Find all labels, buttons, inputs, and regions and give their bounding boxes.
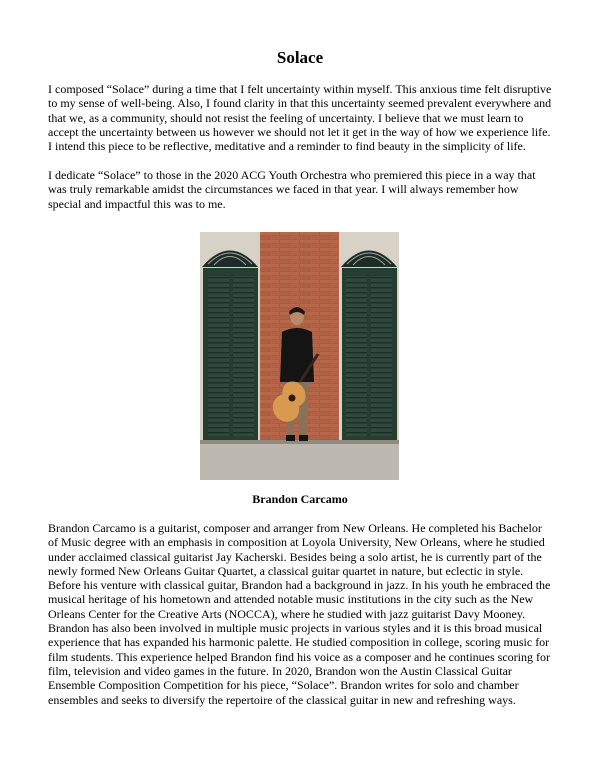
page-title: Solace <box>276 48 324 67</box>
bio-paragraph: Brandon Carcamo is a guitarist, composer and arranger from New Orleans. He completed his Bachelor of Music degree with an emphasis in composition at Loyola University, New Orleans, where he studied under acclaimed classical guitarist Jay Kacherski. Besides being a solo artist, he is currently part of the newly formed New Orleans Guitar Quartet, a classical guitar quartet in nature, but eclectic in style. Before his venture with classical guitar, Brandon had a background in jazz. In his youth he embraced the musical heritage of his hometown and attended notable music institutions in the city such as the New Orleans Center for the Creative Arts (NOCCA), where he studied with jazz guitarist Davy Mooney. Brandon has also been involved in multiple music projects in various styles and it is this broad musical experience that has expanded his harmonic palette. He studied composition in college, scoring music for film students. This experience helped Brandon find his voice as a composer and he continues scoring for film, television and video games in the future. In 2020, Brandon won the Austin Classical Guitar Ensemble Composition Competition for his piece, “Solace”. Brandon writes for solo and chamber ensembles and seeks to diversify the repertoire of the classical guitar in new and refreshing ways. <box>48 521 551 707</box>
intro-paragraph: I composed “Solace” during a time that I felt uncertainty within myself. This anxious time felt disruptive to my sense of well-being. Also, I found clarity in that this uncertainty seemed prevalent everywhere and that we, as a community, should not resist the feeling of uncertainty. I believe that we must learn to accept the uncertainty between us however we should not let it get in the way of how we experience life. I intend this piece to be reflective, meditative and a reminder to find beauty in the simplicity of life. <box>48 82 552 154</box>
dedication-paragraph: I dedicate “Solace” to those in the 2020 ACG Youth Orchestra who premiered this piece in a way that was truly remarkable amidst the circumstances we faced in that year. I will always remember how special and impactful this was to me. <box>48 168 536 211</box>
photo-caption: Brandon Carcamo <box>252 492 348 506</box>
composer-photo <box>200 232 399 480</box>
